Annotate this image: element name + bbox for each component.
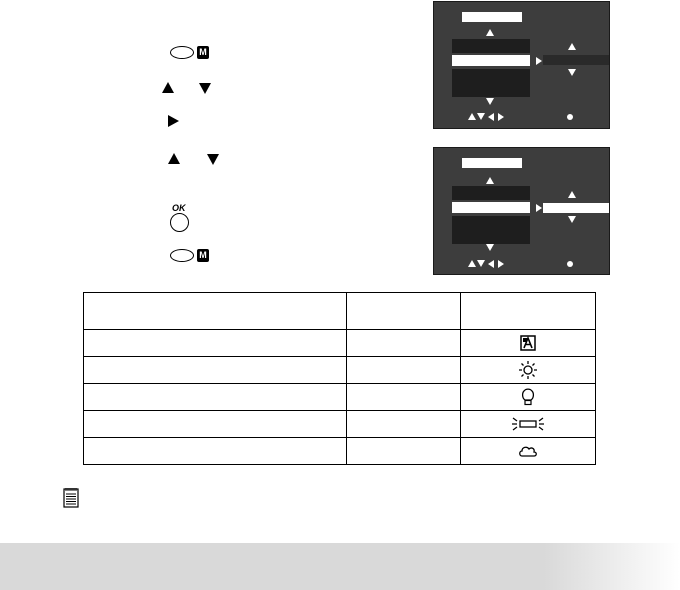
table-row (84, 411, 596, 438)
table-row (84, 330, 596, 357)
lcd-menu-item-selected (452, 202, 530, 213)
table-cell (84, 411, 347, 438)
table-cell (461, 357, 596, 384)
table-header-cell (461, 293, 596, 330)
down-arrow-icon (207, 154, 219, 165)
sun-icon (517, 360, 539, 380)
lcd-menu-item (452, 216, 530, 230)
table-cell (461, 438, 596, 465)
lcd-nav-down-icon (477, 113, 485, 120)
lcd-up-arrow-icon (486, 29, 494, 36)
table-row (84, 438, 596, 465)
lcd-menu-item (452, 186, 530, 200)
auto-wb-icon (520, 335, 536, 351)
lcd-menu-screen-1 (433, 1, 610, 129)
lcd-nav-left-icon (488, 260, 494, 268)
lcd-option-down-icon (568, 69, 576, 76)
lcd-menu-item (452, 83, 530, 97)
ok-label: OK (172, 203, 186, 213)
table-row (84, 384, 596, 411)
table-cell (347, 411, 461, 438)
table-header-cell (347, 293, 461, 330)
menu-button-icon (170, 43, 232, 61)
table-cell (84, 438, 347, 465)
lcd-ok-dot-icon (567, 261, 573, 267)
table-cell (347, 357, 461, 384)
table-cell (84, 357, 347, 384)
table-cell (461, 384, 596, 411)
lcd-menu-item (452, 39, 530, 53)
lcd-option-value (543, 203, 609, 213)
lcd-option-value (543, 55, 609, 65)
table-header-cell (84, 293, 347, 330)
lcd-down-arrow-icon (486, 98, 494, 105)
white-balance-table (83, 292, 596, 465)
lcd-menu-item-selected (452, 55, 530, 66)
table-cell (347, 438, 461, 465)
lcd-menu-tab (462, 158, 522, 168)
menu-m-icon: M (197, 249, 209, 262)
ok-circle-icon (170, 213, 189, 232)
lcd-nav-right-icon (498, 113, 504, 121)
lcd-right-arrow-icon (536, 204, 542, 212)
ok-button-icon (170, 203, 192, 237)
note-icon (63, 487, 79, 508)
lcd-nav-right-icon (498, 260, 504, 268)
fluorescent-icon (511, 416, 545, 432)
table-cell (84, 330, 347, 357)
up-arrow-icon (162, 82, 174, 93)
table-cell (461, 411, 596, 438)
bulb-icon (521, 388, 535, 406)
page-footer-band (0, 543, 680, 590)
down-arrow-icon (199, 83, 211, 94)
lcd-menu-screen-2 (433, 147, 610, 275)
menu-m-icon: M (197, 46, 209, 59)
up-arrow-icon (168, 153, 180, 164)
lcd-ok-dot-icon (567, 114, 573, 120)
lcd-nav-left-icon (488, 113, 494, 121)
menu-oval-icon (170, 249, 194, 262)
lcd-menu-tab (462, 12, 522, 22)
table-row (84, 357, 596, 384)
lcd-down-arrow-icon (486, 244, 494, 251)
lcd-right-arrow-icon (536, 57, 542, 65)
table-cell (347, 384, 461, 411)
lcd-nav-up-icon (468, 260, 476, 267)
menu-oval-icon (170, 46, 194, 59)
table-cell (347, 330, 461, 357)
lcd-menu-item (452, 69, 530, 83)
right-arrow-icon (168, 115, 179, 127)
lcd-option-up-icon (568, 43, 576, 50)
cloud-icon (518, 444, 538, 458)
lcd-option-up-icon (568, 191, 576, 198)
lcd-up-arrow-icon (486, 177, 494, 184)
table-header-row (84, 293, 596, 330)
menu-button-icon (170, 246, 232, 264)
lcd-menu-item (452, 230, 530, 244)
lcd-nav-down-icon (477, 260, 485, 267)
table-cell (84, 384, 347, 411)
lcd-nav-up-icon (468, 113, 476, 120)
lcd-option-down-icon (568, 216, 576, 223)
table-cell (461, 330, 596, 357)
